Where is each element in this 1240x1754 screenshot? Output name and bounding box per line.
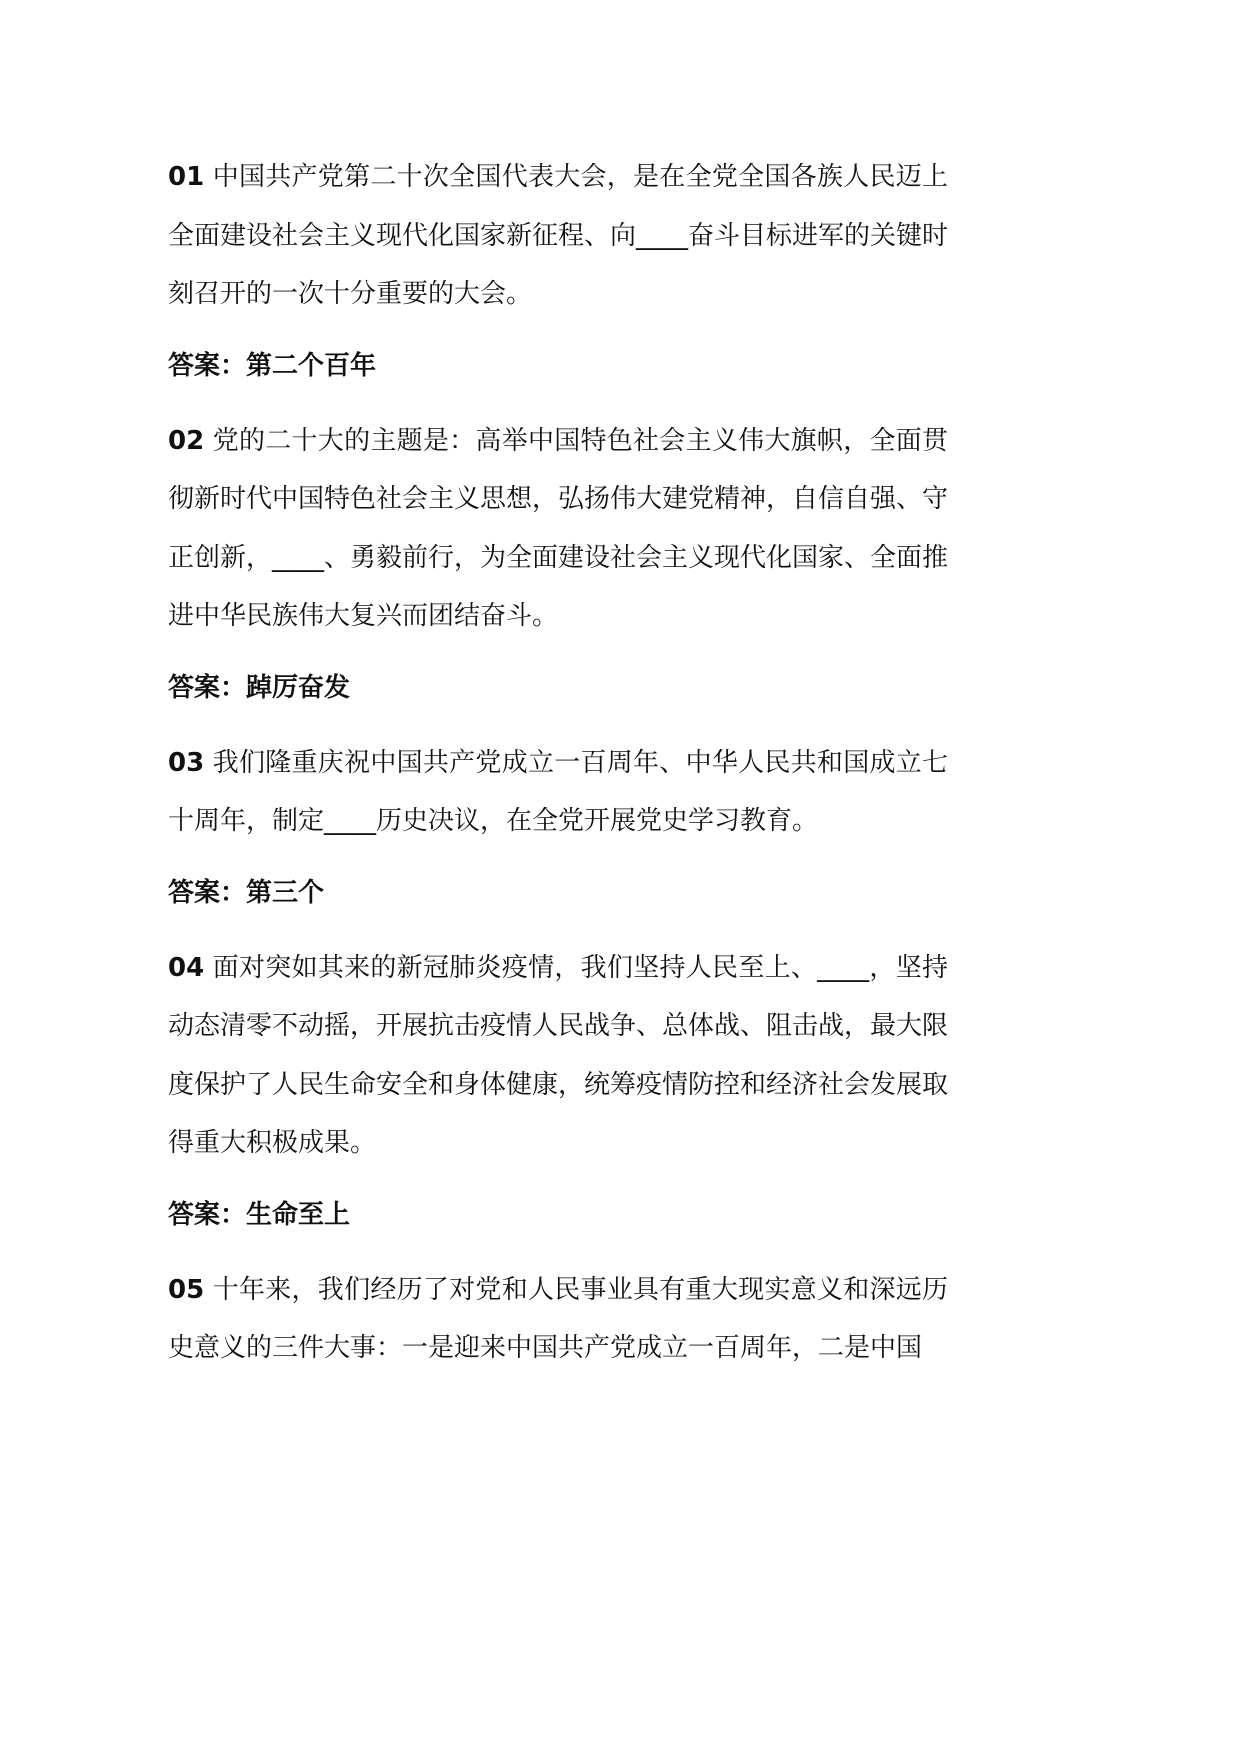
question-number: 02 [168,425,205,456]
question-number: 04 [168,952,205,983]
answer-text: 第三个 [246,877,325,908]
quiz-content [168,148,948,1378]
answer-label: 答案： [168,672,247,703]
question-number: 05 [168,1274,205,1305]
question-text: 十年来，我们经历了对党和人民事业具有重大现实意义和深远历史意义的三件大事：一是迎来中国共产党成立一百周年，二是中国 [168,1274,948,1363]
question-number: 03 [168,747,205,778]
question-text: 中国共产党第二十次全国代表大会，是在全党全国各族人民迈上全面建设社会主义现代化国家新征程、向____奋斗目标进军的关键时刻召开的一次十分重要的大会。 [168,162,949,309]
answer-label: 答案： [168,1199,247,1230]
question-04 [168,939,948,1173]
question-01 [168,148,948,324]
answer-04 [168,1185,948,1245]
answer-text: 第二个百年 [246,350,377,381]
answer-03 [168,863,948,923]
question-03 [168,734,948,851]
question-05 [168,1261,948,1378]
answer-02 [168,658,948,718]
question-text: 面对突如其来的新冠肺炎疫情，我们坚持人民至上、____，坚持动态清零不动摇，开展抗击疫情人民战争、总体战、阻击战，最大限度保护了人民生命安全和身体健康，统筹疫情防控和经济社会发展取得重大积极成果。 [168,952,949,1158]
answer-text: 踔厉奋发 [246,672,351,703]
question-number: 01 [168,162,205,192]
question-text: 我们隆重庆祝中国共产党成立一百周年、中华人民共和国成立七十周年，制定____历史决议，在全党开展党史学习教育。 [168,747,948,836]
answer-text: 生命至上 [246,1199,351,1230]
question-text: 党的二十大的主题是：高举中国特色社会主义伟大旗帜，全面贯彻新时代中国特色社会主义思想，弘扬伟大建党精神，自信自强、守正创新，____、勇毅前行，为全面建设社会主义现代化国家、全面推进中华民族伟大复兴而团结奋斗。 [168,425,949,631]
question-02 [168,412,948,646]
answer-label: 答案： [168,877,247,908]
answer-01 [168,336,948,396]
answer-label: 答案： [168,350,247,381]
